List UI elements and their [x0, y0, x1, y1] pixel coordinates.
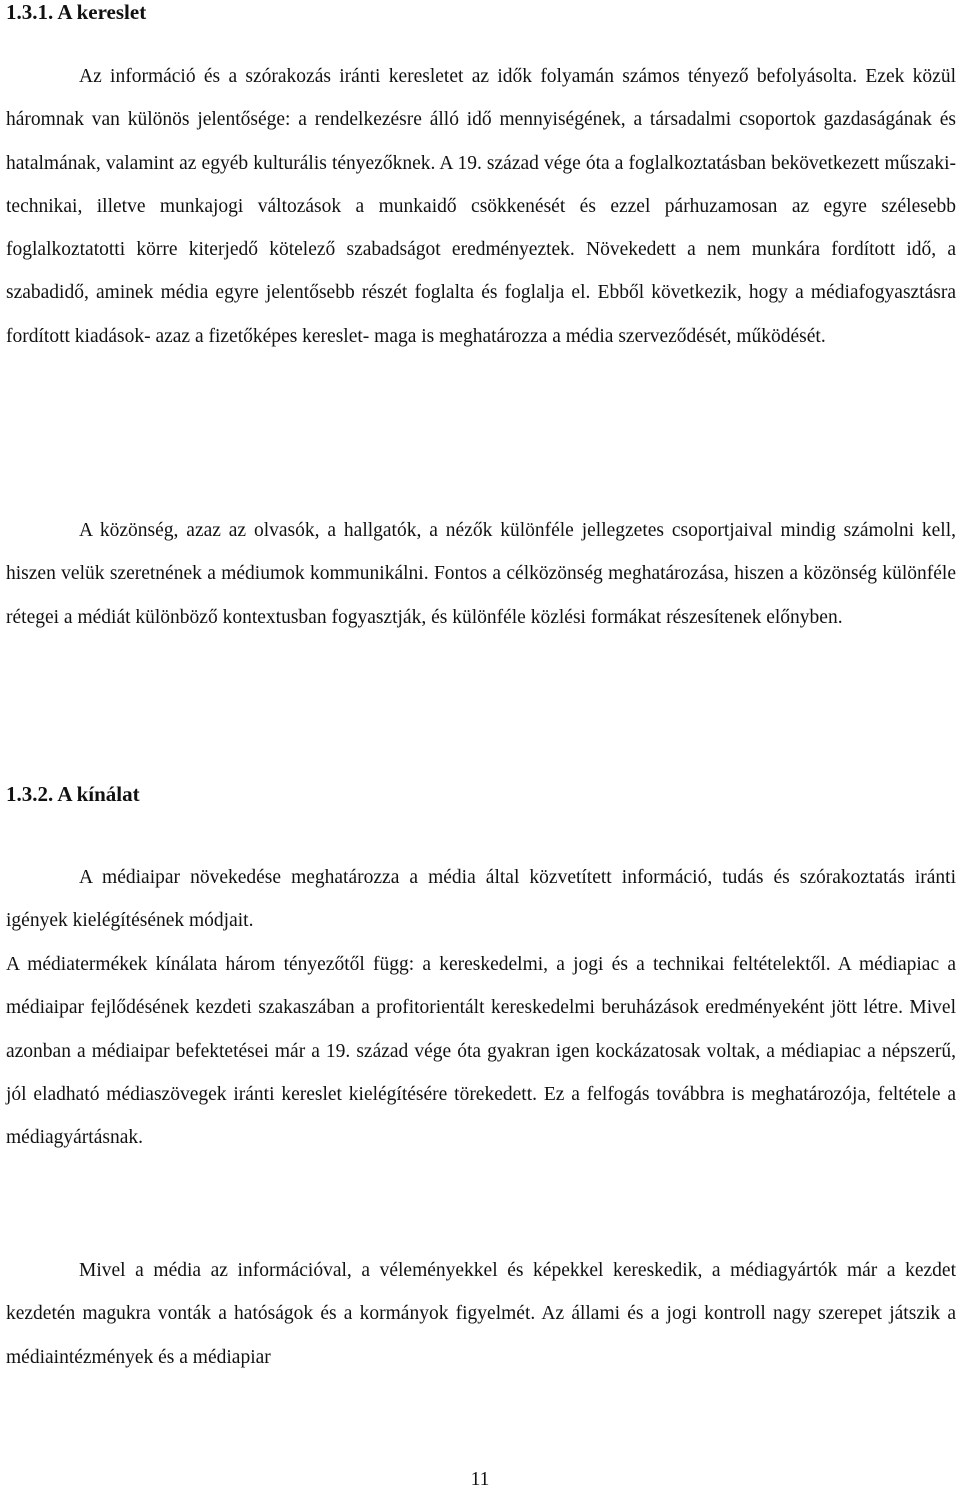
section-heading-kereslet: 1.3.1. A kereslet [6, 0, 147, 24]
section-heading-kinalat: 1.3.2. A kínálat [6, 782, 140, 806]
paragraph-kinalat-2: A médiatermékek kínálata három tényezőtől függ: a kereskedelmi, a jogi és a technikai feltételektől. A médiapiac a médiaipar fejlődésének kezdeti szakaszában a profitorientált kereskedelmi beruházások eredményeként jött létre. Mivel azonban a médiaipar befektetései már a 19. század vége óta gyakran igen kockázatosak voltak, a médiapiac a népszerű, jól eladható médiaszövegek iránti kereslet kielégítésére törekedett. Ez a felfogás továbbra is meghatározója, feltétele a médiagyártásnak. [6, 954, 956, 1149]
paragraph-kereslet-2: A közönség, azaz az olvasók, a hallgatók, a nézők különféle jellegzetes csoportjaival mindig számolni kell, hiszen velük szeretnének a médiumok kommunikálni. Fontos a célközönség meghatározása, hiszen a közönség különféle rétegei a médiát különböző kontextusban fogyasztják, és különféle közlési formákat részesítenek előnyben. [6, 520, 956, 628]
paragraph-kinalat-1: A médiaipar növekedése meghatározza a média által közvetített információ, tudás és szórakoztatás iránti igények kielégítésének módjait. [6, 867, 956, 932]
page-number: 11 [470, 1469, 490, 1490]
paragraph-kereslet-1: Az információ és a szórakozás iránti keresletet az idők folyamán számos tényező befolyásolta. Ezek közül háromnak van különös jelentősége: a rendelkezésre álló idő mennyiségének, a társadalmi csoportok gazdaságának és hatalmának, valamint az egyéb kulturális tényezőknek. A 19. század vége óta a foglalkoztatásban bekövetkezett műszaki-technikai, illetve munkajogi változások a munkaidő csökkenését és ezzel párhuzamosan az egyre szélesebb foglalkoztatotti körre kiterjedő kötelező szabadságot eredményeztek. Növekedett a nem munkára fordított idő, a szabadidő, aminek média egyre jelentősebb részét foglalta és foglalja el. Ebből következik, hogy a médiafogyasztásra fordított kiadások- azaz a fizetőképes kereslet- maga is meghatározza a média szerveződését, működését. [6, 66, 956, 347]
paragraph-kinalat-3: Mivel a média az információval, a véleményekkel és képekkel kereskedik, a médiagyártók már a kezdet kezdetén magukra vonták a hatóságok és a kormányok figyelmét. Az állami és a jogi kontroll nagy szerepet játszik a médiaintézmények és a médiapiar [6, 1260, 956, 1368]
